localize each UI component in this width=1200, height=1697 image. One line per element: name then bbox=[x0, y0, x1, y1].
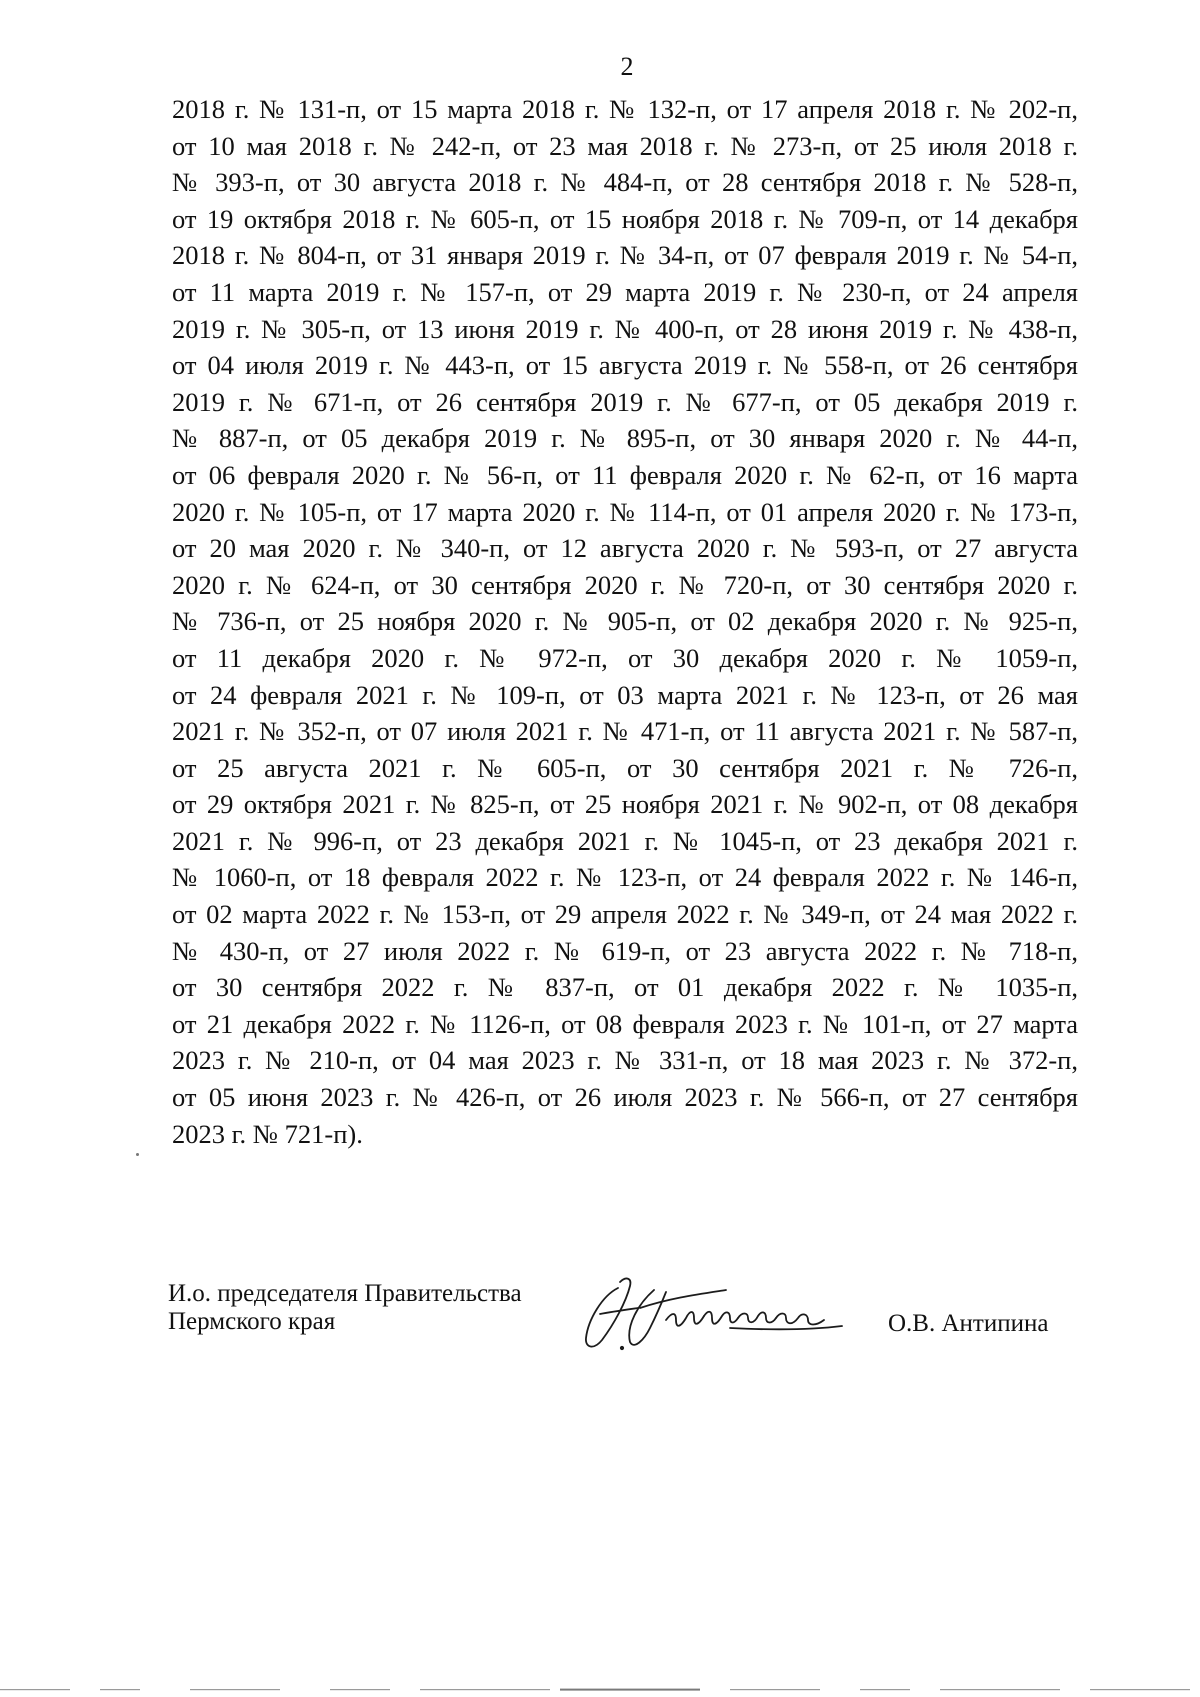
body-line: от 29 октября 2021 г. № 825-п, от 25 ноября 2021 г. № 902-п, от 08 декабря bbox=[172, 789, 1078, 820]
body-line: № 1060-п, от 18 февраля 2022 г. № 123-п, от 24 февраля 2022 г. № 146-п, bbox=[172, 862, 1078, 893]
body-line: 2018 г. № 131-п, от 15 марта 2018 г. № 132-п, от 17 апреля 2018 г. № 202-п, bbox=[172, 94, 1078, 124]
body-line: от 30 сентября 2022 г. № 837-п, от 01 декабря 2022 г. № 1035-п, bbox=[172, 972, 1078, 1003]
body-line: 2020 г. № 105-п, от 17 марта 2020 г. № 114-п, от 01 апреля 2020 г. № 173-п, bbox=[172, 496, 1078, 527]
body-line: 2023 г. № 210-п, от 04 мая 2023 г. № 331-п, от 18 мая 2023 г. № 372-п, bbox=[172, 1045, 1078, 1076]
scan-artifact bbox=[136, 1153, 139, 1156]
body-line: от 19 октября 2018 г. № 605-п, от 15 ноября 2018 г. № 709-п, от 14 декабря bbox=[172, 203, 1078, 234]
scan-border-artifact bbox=[0, 1688, 1200, 1692]
body-line-last: 2023 г. № 721-п). bbox=[172, 1118, 363, 1149]
body-line: от 11 декабря 2020 г. № 972-п, от 30 декабря 2020 г. № 1059-п, bbox=[172, 642, 1078, 673]
signature-block bbox=[168, 1280, 1088, 1360]
body-line: 2019 г. № 671-п, от 26 сентября 2019 г. № 677-п, от 05 декабря 2019 г. bbox=[172, 386, 1078, 417]
body-line: 2021 г. № 996-п, от 23 декабря 2021 г. № 1045-п, от 23 декабря 2021 г. bbox=[172, 825, 1078, 856]
body-line: № 393-п, от 30 августа 2018 г. № 484-п, от 28 сентября 2018 г. № 528-п, bbox=[172, 167, 1078, 198]
body-line: 2020 г. № 624-п, от 30 сентября 2020 г. № 720-п, от 30 сентября 2020 г. bbox=[172, 569, 1078, 600]
body-line: от 04 июля 2019 г. № 443-п, от 15 августа 2019 г. № 558-п, от 26 сентября bbox=[172, 350, 1078, 381]
signer-position bbox=[168, 1280, 522, 1336]
body-line: № 430-п, от 27 июля 2022 г. № 619-п, от 23 августа 2022 г. № 718-п, bbox=[172, 935, 1078, 966]
body-line: от 06 февраля 2020 г. № 56-п, от 11 февраля 2020 г. № 62-п, от 16 марта bbox=[172, 459, 1078, 490]
body-line: 2019 г. № 305-п, от 13 июня 2019 г. № 400-п, от 28 июня 2019 г. № 438-п, bbox=[172, 313, 1078, 344]
body-line: от 25 августа 2021 г. № 605-п, от 30 сентября 2021 г. № 726-п, bbox=[172, 752, 1078, 783]
body-line: от 21 декабря 2022 г. № 1126-п, от 08 февраля 2023 г. № 101-п, от 27 марта bbox=[172, 1008, 1078, 1039]
page-number: 2 bbox=[620, 52, 634, 81]
body-line: от 20 мая 2020 г. № 340-п, от 12 августа 2020 г. № 593-п, от 27 августа bbox=[172, 533, 1078, 564]
body-line: от 24 февраля 2021 г. № 109-п, от 03 марта 2021 г. № 123-п, от 26 мая bbox=[172, 679, 1078, 710]
body-line: 2021 г. № 352-п, от 07 июля 2021 г. № 471-п, от 11 августа 2021 г. № 587-п, bbox=[172, 716, 1078, 747]
body-line: от 11 марта 2019 г. № 157-п, от 29 марта 2019 г. № 230-п, от 24 апреля bbox=[172, 276, 1078, 307]
body-line: от 02 марта 2022 г. № 153-п, от 29 апреля 2022 г. № 349-п, от 24 мая 2022 г. bbox=[172, 899, 1078, 930]
body-line: от 10 мая 2018 г. № 242-п, от 23 мая 2018 г. № 273-п, от 25 июля 2018 г. bbox=[172, 130, 1078, 161]
signer-position-line: И.о. председателя Правительства bbox=[168, 1280, 522, 1307]
handwritten-signature bbox=[580, 1268, 880, 1358]
signer-name: О.В. Антипина bbox=[888, 1310, 1049, 1337]
document-body-text bbox=[172, 91, 1078, 1152]
body-line: № 736-п, от 25 ноября 2020 г. № 905-п, от 02 декабря 2020 г. № 925-п, bbox=[172, 606, 1078, 637]
body-line: от 05 июня 2023 г. № 426-п, от 26 июля 2023 г. № 566-п, от 27 сентября bbox=[172, 1082, 1078, 1113]
body-line: 2018 г. № 804-п, от 31 января 2019 г. № 34-п, от 07 февраля 2019 г. № 54-п, bbox=[172, 240, 1078, 271]
signer-position-line: Пермского края bbox=[168, 1308, 336, 1335]
body-line: № 887-п, от 05 декабря 2019 г. № 895-п, от 30 января 2020 г. № 44-п, bbox=[172, 423, 1078, 454]
